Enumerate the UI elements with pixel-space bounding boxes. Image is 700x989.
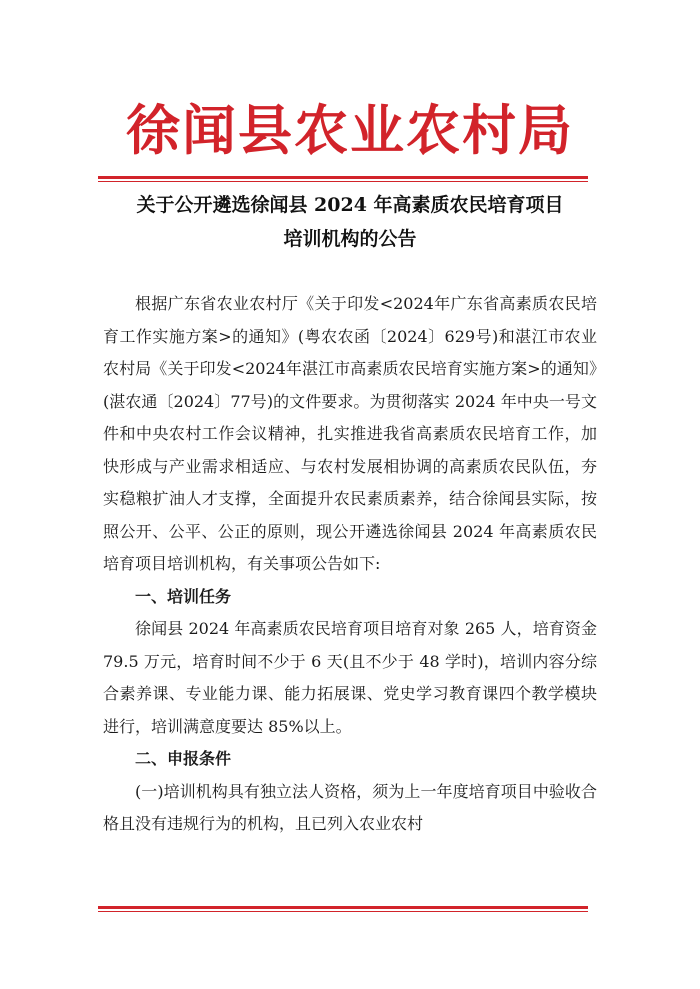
header-red-rule (98, 176, 588, 179)
document-title-line2: 培训机构的公告 (283, 228, 417, 250)
section1-heading: 一、培训任务 (135, 586, 232, 606)
footer-red-rule-thin (98, 911, 588, 912)
header-red-rule-thin (98, 181, 588, 182)
section2-paragraph: (一)培训机构具有独立法人资格，须为上一年度培育项目中验收合格且没有违规行为的机构，且已列入农业农村 (103, 781, 597, 833)
footer-red-rule (98, 906, 588, 909)
section1-paragraph: 徐闻县 2024 年高素质农民培育项目培育对象 265 人，培育资金 79.5 万元，培育时间不少于 6 天(且不少于 48 学时)，培训内容分综合素养课、专业能力课、能力拓展课、党史学习教育课四个教学模块进行，培训满意度要达 85%以上。 (103, 619, 597, 736)
org-header-title: 徐闻县农业农村局 (126, 98, 574, 162)
intro-paragraph: 根据广东省农业农村厅《关于印发<2024年广东省高素质农民培育工作实施方案>的通知》(粤农农函〔2024〕629号)和湛江市农业农村局《关于印发<2024年湛江市高素质农民培育实施方案>的通知》(湛农通〔2024〕77号)的文件要求。为贯彻落实 2024 年中央一号文件和中央农村工作会议精神，扎实推进我省高素质农民培育工作，加快形成与产业需求相适应、与农村发展相协调的高素质农民队伍，夯实稳粮扩油人才支撑，全面提升农民素质素养，结合徐闻县实际，按照公开、公平、公正的原则，现公开遴选徐闻县 2024 年高素质农民培育项目培训机构，有关事项公告如下: (103, 294, 597, 573)
document-title-line1: 关于公开遴选徐闻县 2024 年高素质农民培育项目 (136, 194, 564, 216)
document-body (103, 288, 597, 841)
section2-heading: 二、申报条件 (135, 749, 232, 768)
